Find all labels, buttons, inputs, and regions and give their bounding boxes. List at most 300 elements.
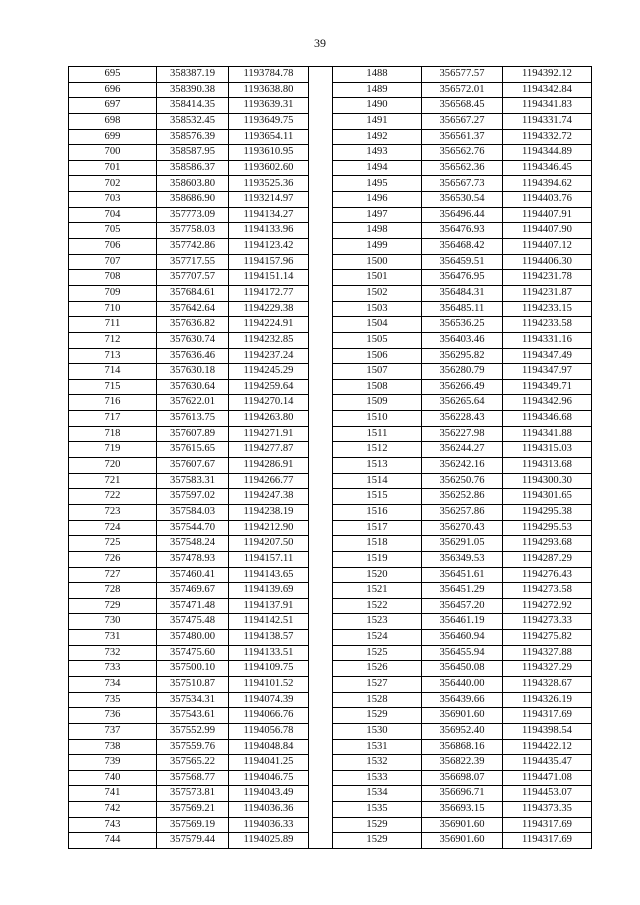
table-row bbox=[69, 802, 592, 818]
left-x-coordinate-cell: 357534.31 bbox=[157, 692, 229, 708]
left-y-coordinate-cell: 1194036.33 bbox=[229, 817, 309, 833]
table-row bbox=[69, 223, 592, 239]
left-y-coordinate-cell: 1193784.78 bbox=[229, 67, 309, 83]
left-point-number-cell: 706 bbox=[69, 239, 157, 255]
column-gap bbox=[309, 301, 333, 317]
left-point-number-cell: 727 bbox=[69, 567, 157, 583]
left-x-coordinate-cell: 357480.00 bbox=[157, 630, 229, 646]
table-row bbox=[69, 442, 592, 458]
right-x-coordinate-cell: 356952.40 bbox=[422, 723, 503, 739]
right-x-coordinate-cell: 356265.64 bbox=[422, 395, 503, 411]
right-x-coordinate-cell: 356562.76 bbox=[422, 145, 503, 161]
left-x-coordinate-cell: 357475.60 bbox=[157, 645, 229, 661]
left-x-coordinate-cell: 357597.02 bbox=[157, 489, 229, 505]
left-x-coordinate-cell: 357544.70 bbox=[157, 520, 229, 536]
left-y-coordinate-cell: 1194043.49 bbox=[229, 786, 309, 802]
table-row bbox=[69, 489, 592, 505]
right-point-number-cell: 1494 bbox=[333, 160, 422, 176]
table-row bbox=[69, 755, 592, 771]
right-x-coordinate-cell: 356484.31 bbox=[422, 285, 503, 301]
table-row bbox=[69, 583, 592, 599]
left-point-number-cell: 721 bbox=[69, 473, 157, 489]
left-point-number-cell: 739 bbox=[69, 755, 157, 771]
left-x-coordinate-cell: 357475.48 bbox=[157, 614, 229, 630]
right-y-coordinate-cell: 1194293.68 bbox=[503, 536, 592, 552]
column-gap bbox=[309, 504, 333, 520]
left-x-coordinate-cell: 357471.48 bbox=[157, 598, 229, 614]
left-y-coordinate-cell: 1194142.51 bbox=[229, 614, 309, 630]
right-x-coordinate-cell: 356460.94 bbox=[422, 630, 503, 646]
column-gap bbox=[309, 176, 333, 192]
table-row bbox=[69, 551, 592, 567]
right-y-coordinate-cell: 1194295.53 bbox=[503, 520, 592, 536]
table-row bbox=[69, 285, 592, 301]
right-y-coordinate-cell: 1194327.88 bbox=[503, 645, 592, 661]
right-y-coordinate-cell: 1194317.69 bbox=[503, 708, 592, 724]
table-row bbox=[69, 254, 592, 270]
left-x-coordinate-cell: 357569.19 bbox=[157, 817, 229, 833]
column-gap bbox=[309, 692, 333, 708]
left-x-coordinate-cell: 358532.45 bbox=[157, 113, 229, 129]
column-gap bbox=[309, 192, 333, 208]
left-x-coordinate-cell: 357584.03 bbox=[157, 504, 229, 520]
left-y-coordinate-cell: 1194212.90 bbox=[229, 520, 309, 536]
left-y-coordinate-cell: 1193638.80 bbox=[229, 82, 309, 98]
left-point-number-cell: 732 bbox=[69, 645, 157, 661]
right-point-number-cell: 1497 bbox=[333, 207, 422, 223]
right-x-coordinate-cell: 356577.57 bbox=[422, 67, 503, 83]
column-gap bbox=[309, 708, 333, 724]
left-y-coordinate-cell: 1194139.69 bbox=[229, 583, 309, 599]
right-x-coordinate-cell: 356901.60 bbox=[422, 708, 503, 724]
left-x-coordinate-cell: 357579.44 bbox=[157, 833, 229, 849]
left-x-coordinate-cell: 358387.19 bbox=[157, 67, 229, 83]
left-point-number-cell: 714 bbox=[69, 364, 157, 380]
left-point-number-cell: 742 bbox=[69, 802, 157, 818]
left-y-coordinate-cell: 1194157.11 bbox=[229, 551, 309, 567]
left-y-coordinate-cell: 1193610.95 bbox=[229, 145, 309, 161]
right-y-coordinate-cell: 1194331.16 bbox=[503, 332, 592, 348]
column-gap bbox=[309, 802, 333, 818]
right-x-coordinate-cell: 356450.08 bbox=[422, 661, 503, 677]
left-x-coordinate-cell: 357630.74 bbox=[157, 332, 229, 348]
column-gap bbox=[309, 598, 333, 614]
left-x-coordinate-cell: 357565.22 bbox=[157, 755, 229, 771]
column-gap bbox=[309, 317, 333, 333]
right-y-coordinate-cell: 1194344.89 bbox=[503, 145, 592, 161]
left-x-coordinate-cell: 358390.38 bbox=[157, 82, 229, 98]
left-point-number-cell: 699 bbox=[69, 129, 157, 145]
right-point-number-cell: 1492 bbox=[333, 129, 422, 145]
left-x-coordinate-cell: 357583.31 bbox=[157, 473, 229, 489]
left-y-coordinate-cell: 1194247.38 bbox=[229, 489, 309, 505]
left-point-number-cell: 703 bbox=[69, 192, 157, 208]
right-y-coordinate-cell: 1194327.29 bbox=[503, 661, 592, 677]
right-point-number-cell: 1517 bbox=[333, 520, 422, 536]
table-row bbox=[69, 645, 592, 661]
table-row bbox=[69, 145, 592, 161]
right-point-number-cell: 1522 bbox=[333, 598, 422, 614]
table-row bbox=[69, 614, 592, 630]
left-y-coordinate-cell: 1194207.50 bbox=[229, 536, 309, 552]
table-row bbox=[69, 770, 592, 786]
right-x-coordinate-cell: 356901.60 bbox=[422, 833, 503, 849]
right-y-coordinate-cell: 1194231.78 bbox=[503, 270, 592, 286]
right-x-coordinate-cell: 356250.76 bbox=[422, 473, 503, 489]
right-point-number-cell: 1531 bbox=[333, 739, 422, 755]
table-row bbox=[69, 270, 592, 286]
left-x-coordinate-cell: 357742.86 bbox=[157, 239, 229, 255]
right-point-number-cell: 1525 bbox=[333, 645, 422, 661]
left-y-coordinate-cell: 1194109.75 bbox=[229, 661, 309, 677]
left-x-coordinate-cell: 357568.77 bbox=[157, 770, 229, 786]
left-y-coordinate-cell: 1194151.14 bbox=[229, 270, 309, 286]
left-point-number-cell: 725 bbox=[69, 536, 157, 552]
right-point-number-cell: 1488 bbox=[333, 67, 422, 83]
left-x-coordinate-cell: 357543.61 bbox=[157, 708, 229, 724]
right-x-coordinate-cell: 356901.60 bbox=[422, 817, 503, 833]
right-point-number-cell: 1524 bbox=[333, 630, 422, 646]
column-gap bbox=[309, 113, 333, 129]
left-point-number-cell: 726 bbox=[69, 551, 157, 567]
right-x-coordinate-cell: 356439.66 bbox=[422, 692, 503, 708]
right-point-number-cell: 1535 bbox=[333, 802, 422, 818]
right-y-coordinate-cell: 1194471.08 bbox=[503, 770, 592, 786]
table-row bbox=[69, 458, 592, 474]
left-y-coordinate-cell: 1194157.96 bbox=[229, 254, 309, 270]
table-row bbox=[69, 676, 592, 692]
table-row bbox=[69, 630, 592, 646]
right-point-number-cell: 1514 bbox=[333, 473, 422, 489]
right-x-coordinate-cell: 356451.61 bbox=[422, 567, 503, 583]
left-point-number-cell: 734 bbox=[69, 676, 157, 692]
column-gap bbox=[309, 332, 333, 348]
right-point-number-cell: 1509 bbox=[333, 395, 422, 411]
right-y-coordinate-cell: 1194231.87 bbox=[503, 285, 592, 301]
right-y-coordinate-cell: 1194342.96 bbox=[503, 395, 592, 411]
right-y-coordinate-cell: 1194373.35 bbox=[503, 802, 592, 818]
left-y-coordinate-cell: 1194143.65 bbox=[229, 567, 309, 583]
table-row bbox=[69, 786, 592, 802]
left-x-coordinate-cell: 357500.10 bbox=[157, 661, 229, 677]
table-row bbox=[69, 504, 592, 520]
left-point-number-cell: 701 bbox=[69, 160, 157, 176]
left-y-coordinate-cell: 1193214.97 bbox=[229, 192, 309, 208]
right-x-coordinate-cell: 356270.43 bbox=[422, 520, 503, 536]
left-x-coordinate-cell: 357613.75 bbox=[157, 411, 229, 427]
right-point-number-cell: 1501 bbox=[333, 270, 422, 286]
right-x-coordinate-cell: 356242.16 bbox=[422, 458, 503, 474]
left-point-number-cell: 729 bbox=[69, 598, 157, 614]
right-y-coordinate-cell: 1194347.97 bbox=[503, 364, 592, 380]
left-point-number-cell: 737 bbox=[69, 723, 157, 739]
left-y-coordinate-cell: 1194133.96 bbox=[229, 223, 309, 239]
left-y-coordinate-cell: 1194232.85 bbox=[229, 332, 309, 348]
left-x-coordinate-cell: 357569.21 bbox=[157, 802, 229, 818]
right-x-coordinate-cell: 356567.27 bbox=[422, 113, 503, 129]
left-x-coordinate-cell: 357607.67 bbox=[157, 458, 229, 474]
table-row bbox=[69, 176, 592, 192]
left-point-number-cell: 695 bbox=[69, 67, 157, 83]
left-point-number-cell: 718 bbox=[69, 426, 157, 442]
table-row bbox=[69, 520, 592, 536]
right-x-coordinate-cell: 356476.93 bbox=[422, 223, 503, 239]
right-point-number-cell: 1513 bbox=[333, 458, 422, 474]
right-x-coordinate-cell: 356496.44 bbox=[422, 207, 503, 223]
left-x-coordinate-cell: 357717.55 bbox=[157, 254, 229, 270]
left-x-coordinate-cell: 358586.37 bbox=[157, 160, 229, 176]
right-x-coordinate-cell: 356227.98 bbox=[422, 426, 503, 442]
column-gap bbox=[309, 442, 333, 458]
table-row bbox=[69, 473, 592, 489]
right-x-coordinate-cell: 356455.94 bbox=[422, 645, 503, 661]
table-row bbox=[69, 301, 592, 317]
table-row bbox=[69, 536, 592, 552]
right-point-number-cell: 1516 bbox=[333, 504, 422, 520]
right-y-coordinate-cell: 1194435.47 bbox=[503, 755, 592, 771]
table-row bbox=[69, 833, 592, 849]
right-point-number-cell: 1502 bbox=[333, 285, 422, 301]
right-point-number-cell: 1498 bbox=[333, 223, 422, 239]
right-y-coordinate-cell: 1194275.82 bbox=[503, 630, 592, 646]
left-point-number-cell: 720 bbox=[69, 458, 157, 474]
left-y-coordinate-cell: 1193649.75 bbox=[229, 113, 309, 129]
column-gap bbox=[309, 520, 333, 536]
left-y-coordinate-cell: 1194101.52 bbox=[229, 676, 309, 692]
right-y-coordinate-cell: 1194453.07 bbox=[503, 786, 592, 802]
table-row bbox=[69, 113, 592, 129]
right-x-coordinate-cell: 356562.36 bbox=[422, 160, 503, 176]
left-x-coordinate-cell: 358686.90 bbox=[157, 192, 229, 208]
column-gap bbox=[309, 770, 333, 786]
left-x-coordinate-cell: 358603.80 bbox=[157, 176, 229, 192]
right-point-number-cell: 1489 bbox=[333, 82, 422, 98]
right-y-coordinate-cell: 1194406.30 bbox=[503, 254, 592, 270]
right-y-coordinate-cell: 1194300.30 bbox=[503, 473, 592, 489]
column-gap bbox=[309, 239, 333, 255]
right-point-number-cell: 1529 bbox=[333, 708, 422, 724]
left-point-number-cell: 702 bbox=[69, 176, 157, 192]
right-x-coordinate-cell: 356252.86 bbox=[422, 489, 503, 505]
left-y-coordinate-cell: 1193639.31 bbox=[229, 98, 309, 114]
left-x-coordinate-cell: 357460.41 bbox=[157, 567, 229, 583]
right-x-coordinate-cell: 356868.16 bbox=[422, 739, 503, 755]
left-y-coordinate-cell: 1194263.80 bbox=[229, 411, 309, 427]
left-point-number-cell: 705 bbox=[69, 223, 157, 239]
left-point-number-cell: 741 bbox=[69, 786, 157, 802]
left-x-coordinate-cell: 357552.99 bbox=[157, 723, 229, 739]
table-row bbox=[69, 192, 592, 208]
right-x-coordinate-cell: 356567.73 bbox=[422, 176, 503, 192]
right-x-coordinate-cell: 356696.71 bbox=[422, 786, 503, 802]
column-gap bbox=[309, 285, 333, 301]
left-x-coordinate-cell: 357469.67 bbox=[157, 583, 229, 599]
left-point-number-cell: 700 bbox=[69, 145, 157, 161]
left-point-number-cell: 723 bbox=[69, 504, 157, 520]
table-row bbox=[69, 411, 592, 427]
left-x-coordinate-cell: 357636.46 bbox=[157, 348, 229, 364]
right-point-number-cell: 1515 bbox=[333, 489, 422, 505]
table-row bbox=[69, 67, 592, 83]
right-y-coordinate-cell: 1194295.38 bbox=[503, 504, 592, 520]
left-point-number-cell: 724 bbox=[69, 520, 157, 536]
left-y-coordinate-cell: 1194224.91 bbox=[229, 317, 309, 333]
right-x-coordinate-cell: 356266.49 bbox=[422, 379, 503, 395]
column-gap bbox=[309, 364, 333, 380]
right-point-number-cell: 1520 bbox=[333, 567, 422, 583]
left-y-coordinate-cell: 1193602.60 bbox=[229, 160, 309, 176]
column-gap bbox=[309, 254, 333, 270]
right-x-coordinate-cell: 356693.15 bbox=[422, 802, 503, 818]
right-x-coordinate-cell: 356822.39 bbox=[422, 755, 503, 771]
right-y-coordinate-cell: 1194313.68 bbox=[503, 458, 592, 474]
column-gap bbox=[309, 723, 333, 739]
column-gap bbox=[309, 489, 333, 505]
left-y-coordinate-cell: 1193525.36 bbox=[229, 176, 309, 192]
right-y-coordinate-cell: 1194301.65 bbox=[503, 489, 592, 505]
table-row bbox=[69, 661, 592, 677]
right-point-number-cell: 1511 bbox=[333, 426, 422, 442]
left-point-number-cell: 708 bbox=[69, 270, 157, 286]
left-x-coordinate-cell: 357478.93 bbox=[157, 551, 229, 567]
left-point-number-cell: 744 bbox=[69, 833, 157, 849]
right-x-coordinate-cell: 356295.82 bbox=[422, 348, 503, 364]
table-row bbox=[69, 129, 592, 145]
right-y-coordinate-cell: 1194422.12 bbox=[503, 739, 592, 755]
right-y-coordinate-cell: 1194287.29 bbox=[503, 551, 592, 567]
left-y-coordinate-cell: 1194041.25 bbox=[229, 755, 309, 771]
right-x-coordinate-cell: 356280.79 bbox=[422, 364, 503, 380]
left-x-coordinate-cell: 357559.76 bbox=[157, 739, 229, 755]
column-gap bbox=[309, 755, 333, 771]
right-point-number-cell: 1507 bbox=[333, 364, 422, 380]
right-x-coordinate-cell: 356257.86 bbox=[422, 504, 503, 520]
left-x-coordinate-cell: 357630.18 bbox=[157, 364, 229, 380]
left-x-coordinate-cell: 357642.64 bbox=[157, 301, 229, 317]
right-y-coordinate-cell: 1194272.92 bbox=[503, 598, 592, 614]
left-point-number-cell: 697 bbox=[69, 98, 157, 114]
column-gap bbox=[309, 630, 333, 646]
right-y-coordinate-cell: 1194392.12 bbox=[503, 67, 592, 83]
right-y-coordinate-cell: 1194273.58 bbox=[503, 583, 592, 599]
left-y-coordinate-cell: 1194074.39 bbox=[229, 692, 309, 708]
left-point-number-cell: 735 bbox=[69, 692, 157, 708]
left-y-coordinate-cell: 1193654.11 bbox=[229, 129, 309, 145]
right-x-coordinate-cell: 356476.95 bbox=[422, 270, 503, 286]
right-x-coordinate-cell: 356228.43 bbox=[422, 411, 503, 427]
table-row bbox=[69, 317, 592, 333]
right-y-coordinate-cell: 1194398.54 bbox=[503, 723, 592, 739]
column-gap bbox=[309, 67, 333, 83]
right-point-number-cell: 1490 bbox=[333, 98, 422, 114]
table-row bbox=[69, 817, 592, 833]
left-x-coordinate-cell: 358576.39 bbox=[157, 129, 229, 145]
column-gap bbox=[309, 207, 333, 223]
column-gap bbox=[309, 614, 333, 630]
right-y-coordinate-cell: 1194233.58 bbox=[503, 317, 592, 333]
column-gap bbox=[309, 395, 333, 411]
right-y-coordinate-cell: 1194276.43 bbox=[503, 567, 592, 583]
right-x-coordinate-cell: 356291.05 bbox=[422, 536, 503, 552]
table-row bbox=[69, 598, 592, 614]
left-y-coordinate-cell: 1194123.42 bbox=[229, 239, 309, 255]
right-y-coordinate-cell: 1194317.69 bbox=[503, 817, 592, 833]
column-gap bbox=[309, 348, 333, 364]
right-y-coordinate-cell: 1194347.49 bbox=[503, 348, 592, 364]
left-point-number-cell: 713 bbox=[69, 348, 157, 364]
left-y-coordinate-cell: 1194025.89 bbox=[229, 833, 309, 849]
column-gap bbox=[309, 411, 333, 427]
column-gap bbox=[309, 82, 333, 98]
table-row bbox=[69, 567, 592, 583]
right-point-number-cell: 1530 bbox=[333, 723, 422, 739]
left-point-number-cell: 730 bbox=[69, 614, 157, 630]
right-point-number-cell: 1491 bbox=[333, 113, 422, 129]
right-y-coordinate-cell: 1194332.72 bbox=[503, 129, 592, 145]
left-point-number-cell: 740 bbox=[69, 770, 157, 786]
column-gap bbox=[309, 223, 333, 239]
column-gap bbox=[309, 145, 333, 161]
right-x-coordinate-cell: 356568.45 bbox=[422, 98, 503, 114]
left-y-coordinate-cell: 1194229.38 bbox=[229, 301, 309, 317]
right-x-coordinate-cell: 356572.01 bbox=[422, 82, 503, 98]
column-gap bbox=[309, 551, 333, 567]
right-y-coordinate-cell: 1194349.71 bbox=[503, 379, 592, 395]
right-y-coordinate-cell: 1194273.33 bbox=[503, 614, 592, 630]
left-x-coordinate-cell: 358587.95 bbox=[157, 145, 229, 161]
right-point-number-cell: 1529 bbox=[333, 817, 422, 833]
left-point-number-cell: 707 bbox=[69, 254, 157, 270]
left-point-number-cell: 711 bbox=[69, 317, 157, 333]
left-y-coordinate-cell: 1194137.91 bbox=[229, 598, 309, 614]
table-row bbox=[69, 379, 592, 395]
right-point-number-cell: 1496 bbox=[333, 192, 422, 208]
left-point-number-cell: 696 bbox=[69, 82, 157, 98]
column-gap bbox=[309, 817, 333, 833]
left-point-number-cell: 716 bbox=[69, 395, 157, 411]
left-y-coordinate-cell: 1194245.29 bbox=[229, 364, 309, 380]
column-gap bbox=[309, 458, 333, 474]
left-x-coordinate-cell: 357622.01 bbox=[157, 395, 229, 411]
column-gap bbox=[309, 473, 333, 489]
table-row bbox=[69, 723, 592, 739]
right-x-coordinate-cell: 356459.51 bbox=[422, 254, 503, 270]
column-gap bbox=[309, 379, 333, 395]
column-gap bbox=[309, 129, 333, 145]
right-point-number-cell: 1500 bbox=[333, 254, 422, 270]
right-x-coordinate-cell: 356457.20 bbox=[422, 598, 503, 614]
right-y-coordinate-cell: 1194403.76 bbox=[503, 192, 592, 208]
right-point-number-cell: 1499 bbox=[333, 239, 422, 255]
table-row bbox=[69, 708, 592, 724]
right-x-coordinate-cell: 356461.19 bbox=[422, 614, 503, 630]
left-x-coordinate-cell: 357707.57 bbox=[157, 270, 229, 286]
right-x-coordinate-cell: 356349.53 bbox=[422, 551, 503, 567]
right-point-number-cell: 1527 bbox=[333, 676, 422, 692]
right-point-number-cell: 1508 bbox=[333, 379, 422, 395]
left-x-coordinate-cell: 357615.65 bbox=[157, 442, 229, 458]
right-point-number-cell: 1519 bbox=[333, 551, 422, 567]
left-y-coordinate-cell: 1194036.36 bbox=[229, 802, 309, 818]
left-y-coordinate-cell: 1194056.78 bbox=[229, 723, 309, 739]
table-row bbox=[69, 239, 592, 255]
right-point-number-cell: 1523 bbox=[333, 614, 422, 630]
table-row bbox=[69, 426, 592, 442]
right-x-coordinate-cell: 356485.11 bbox=[422, 301, 503, 317]
right-y-coordinate-cell: 1194233.15 bbox=[503, 301, 592, 317]
right-y-coordinate-cell: 1194394.62 bbox=[503, 176, 592, 192]
left-point-number-cell: 719 bbox=[69, 442, 157, 458]
